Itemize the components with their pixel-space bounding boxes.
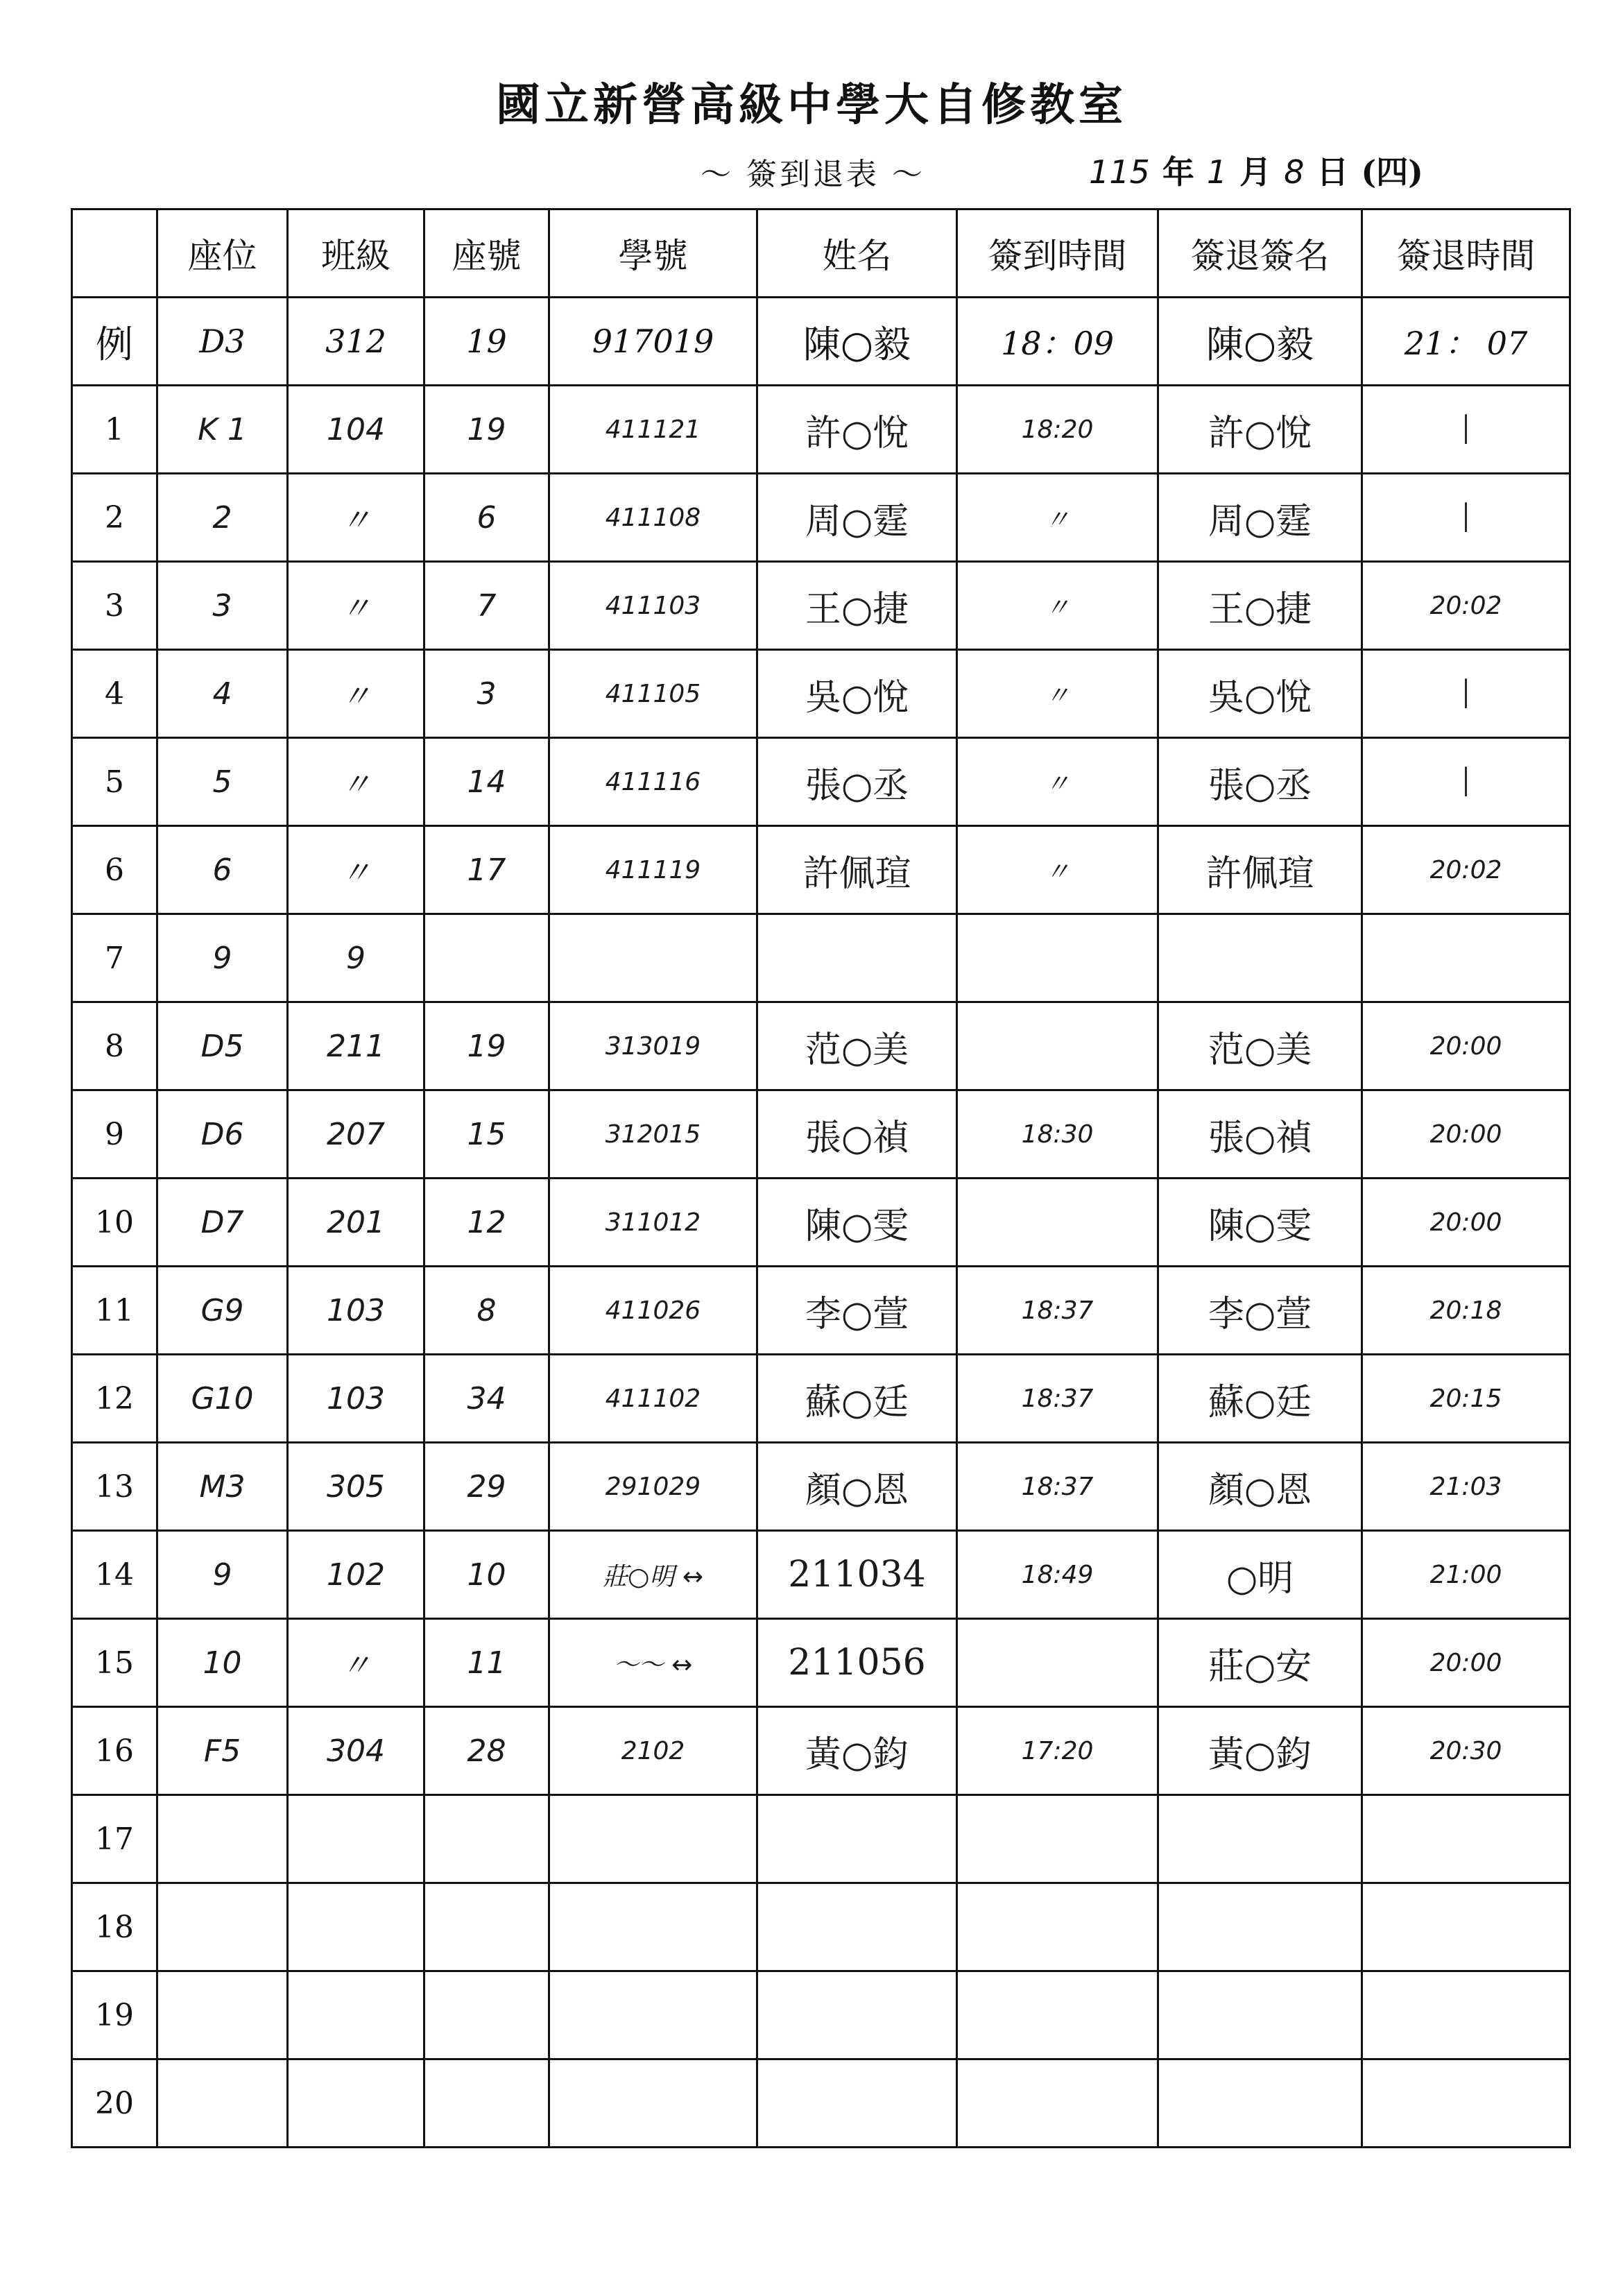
seat-cell: 2: [157, 474, 288, 562]
name-cell: 周○霆: [757, 474, 957, 562]
table-row: [72, 1443, 1570, 1531]
name-cell: [757, 1971, 957, 2059]
checkout-time-cell: [1362, 2059, 1570, 2148]
example-checkout-signature: 陳○毅: [1158, 298, 1362, 386]
name-cell: [757, 2059, 957, 2148]
row-number: 4: [72, 650, 157, 738]
date-month: 1: [1206, 153, 1228, 191]
seat-cell: D7: [157, 1179, 288, 1267]
header-seat: 座位: [157, 209, 288, 298]
row-number: 13: [72, 1443, 157, 1531]
checkout-time-cell: 20:00: [1362, 1179, 1570, 1267]
class-cell: 305: [288, 1443, 424, 1531]
seat-no-cell: 28: [424, 1707, 549, 1795]
name-cell: 許○悅: [757, 386, 957, 474]
example-seat: D3: [157, 298, 288, 386]
seat-no-cell: 15: [424, 1090, 549, 1179]
header-student-id: 學號: [549, 209, 757, 298]
date-year: 115: [1089, 153, 1150, 191]
checkin-time-cell: 18:20: [957, 386, 1158, 474]
row-number: 3: [72, 562, 157, 650]
example-checkin-time: 18：09: [957, 298, 1158, 386]
student-id-cell: [549, 1795, 757, 1883]
row-number: 7: [72, 914, 157, 1002]
checkin-time-cell: 18:37: [957, 1267, 1158, 1355]
class-cell: [288, 1795, 424, 1883]
name-cell: 李○萱: [757, 1267, 957, 1355]
table-row: [72, 1971, 1570, 2059]
table-row: [72, 1002, 1570, 1090]
table-row: [72, 386, 1570, 474]
row-number: 11: [72, 1267, 157, 1355]
header-row: [72, 209, 1570, 298]
student-id-cell: 莊○明 ↔: [549, 1531, 757, 1619]
checkout-signature-cell: 張○丞: [1158, 738, 1362, 826]
class-cell: 201: [288, 1179, 424, 1267]
checkout-signature-cell: 范○美: [1158, 1002, 1362, 1090]
row-number: 17: [72, 1795, 157, 1883]
checkout-signature-cell: 許○悅: [1158, 386, 1362, 474]
seat-no-cell: 3: [424, 650, 549, 738]
seat-no-cell: 29: [424, 1443, 549, 1531]
seat-no-cell: [424, 2059, 549, 2148]
signin-table: [71, 208, 1571, 2148]
checkout-signature-cell: 王○捷: [1158, 562, 1362, 650]
seat-no-cell: 7: [424, 562, 549, 650]
checkin-time-cell: 18:49: [957, 1531, 1158, 1619]
class-cell: 9: [288, 914, 424, 1002]
seat-cell: F5: [157, 1707, 288, 1795]
header-class: 班級: [288, 209, 424, 298]
checkout-signature-cell: ○明: [1158, 1531, 1362, 1619]
class-cell: [288, 1971, 424, 2059]
student-id-cell: 313019: [549, 1002, 757, 1090]
student-id-cell: 411116: [549, 738, 757, 826]
seat-no-cell: [424, 1883, 549, 1971]
student-id-cell: 411108: [549, 474, 757, 562]
row-number: 6: [72, 826, 157, 914]
seat-no-cell: [424, 1971, 549, 2059]
seat-cell: G10: [157, 1355, 288, 1443]
table-row: [72, 826, 1570, 914]
seat-cell: 9: [157, 914, 288, 1002]
row-number: 20: [72, 2059, 157, 2148]
header-checkin-time: 簽到時間: [957, 209, 1158, 298]
student-id-cell: 411121: [549, 386, 757, 474]
checkout-signature-cell: 吳○悅: [1158, 650, 1362, 738]
checkin-time-cell: 18:37: [957, 1355, 1158, 1443]
seat-cell: D6: [157, 1090, 288, 1179]
date-day-unit: 日: [1316, 153, 1349, 191]
header-index: [72, 209, 157, 298]
example-seat-no: 19: [424, 298, 549, 386]
row-number: 14: [72, 1531, 157, 1619]
seat-no-cell: 8: [424, 1267, 549, 1355]
checkin-time-cell: 〃: [957, 474, 1158, 562]
checkin-time-cell: [957, 1883, 1158, 1971]
checkout-time-cell: [1362, 1971, 1570, 2059]
checkout-time-cell: 20:00: [1362, 1619, 1570, 1707]
row-number: 15: [72, 1619, 157, 1707]
student-id-cell: [549, 1971, 757, 2059]
form-date: [1089, 147, 1423, 193]
checkout-signature-cell: [1158, 914, 1362, 1002]
class-cell: 103: [288, 1355, 424, 1443]
checkin-time-cell: 〃: [957, 738, 1158, 826]
checkin-time-cell: 〃: [957, 826, 1158, 914]
checkout-time-cell: 20:00: [1362, 1090, 1570, 1179]
name-cell: 顏○恩: [757, 1443, 957, 1531]
checkin-time-cell: [957, 1179, 1158, 1267]
name-cell: [757, 1795, 957, 1883]
name-cell: 張○丞: [757, 738, 957, 826]
example-student-id: 917019: [549, 298, 757, 386]
form-subtitle: ～ 簽到退表 ～: [701, 157, 925, 192]
checkout-signature-cell: 李○萱: [1158, 1267, 1362, 1355]
student-id-cell: 411105: [549, 650, 757, 738]
class-cell: 211: [288, 1002, 424, 1090]
seat-cell: M3: [157, 1443, 288, 1531]
name-cell: 吳○悅: [757, 650, 957, 738]
checkout-time-cell: │: [1362, 738, 1570, 826]
class-cell: 〃: [288, 562, 424, 650]
checkout-time-cell: 20:15: [1362, 1355, 1570, 1443]
date-year-unit: 年: [1162, 153, 1194, 191]
table-row: [72, 1795, 1570, 1883]
checkout-time-cell: [1362, 1795, 1570, 1883]
table-row: [72, 1707, 1570, 1795]
header-seat-no: 座號: [424, 209, 549, 298]
checkout-signature-cell: [1158, 1795, 1362, 1883]
header-checkout-signature: 簽退簽名: [1158, 209, 1362, 298]
student-id-cell: [549, 2059, 757, 2148]
name-cell: 蘇○廷: [757, 1355, 957, 1443]
name-cell: 211034: [757, 1531, 957, 1619]
student-id-cell: 311012: [549, 1179, 757, 1267]
class-cell: 〃: [288, 650, 424, 738]
checkout-time-cell: 20:30: [1362, 1707, 1570, 1795]
table-row: [72, 1179, 1570, 1267]
seat-no-cell: 14: [424, 738, 549, 826]
row-number: 1: [72, 386, 157, 474]
student-id-cell: 291029: [549, 1443, 757, 1531]
page-title: 國立新營高級中學大自修教室: [496, 79, 1127, 131]
checkout-signature-cell: 蘇○廷: [1158, 1355, 1362, 1443]
row-number: 2: [72, 474, 157, 562]
table-row: [72, 914, 1570, 1002]
checkout-signature-cell: [1158, 1971, 1362, 2059]
class-cell: 103: [288, 1267, 424, 1355]
checkout-signature-cell: 許佩瑄: [1158, 826, 1362, 914]
table-row: [72, 1883, 1570, 1971]
example-name: 陳○毅: [757, 298, 957, 386]
header-name: 姓名: [757, 209, 957, 298]
example-class: 312: [288, 298, 424, 386]
class-cell: 〃: [288, 738, 424, 826]
row-number: 19: [72, 1971, 157, 2059]
checkout-signature-cell: 顏○恩: [1158, 1443, 1362, 1531]
student-id-cell: [549, 1883, 757, 1971]
student-id-cell: 2102: [549, 1707, 757, 1795]
row-number: 10: [72, 1179, 157, 1267]
date-month-unit: 月: [1239, 153, 1272, 191]
table-row: [72, 562, 1570, 650]
seat-no-cell: [424, 1795, 549, 1883]
name-cell: 王○捷: [757, 562, 957, 650]
seat-cell: 3: [157, 562, 288, 650]
table-row: [72, 1619, 1570, 1707]
class-cell: 104: [288, 386, 424, 474]
seat-cell: [157, 1883, 288, 1971]
row-number: 12: [72, 1355, 157, 1443]
seat-no-cell: 6: [424, 474, 549, 562]
row-number: 8: [72, 1002, 157, 1090]
checkout-time-cell: 20:18: [1362, 1267, 1570, 1355]
checkin-time-cell: 17:20: [957, 1707, 1158, 1795]
name-cell: [757, 914, 957, 1002]
seat-no-cell: 19: [424, 1002, 549, 1090]
table-row: [72, 474, 1570, 562]
checkin-time-cell: 〃: [957, 562, 1158, 650]
table-row: [72, 1531, 1570, 1619]
name-cell: 范○美: [757, 1002, 957, 1090]
student-id-cell: [549, 914, 757, 1002]
checkout-time-cell: 21:03: [1362, 1443, 1570, 1531]
checkout-time-cell: 20:02: [1362, 826, 1570, 914]
checkout-time-cell: 20:02: [1362, 562, 1570, 650]
student-id-cell: 312015: [549, 1090, 757, 1179]
checkout-signature-cell: 黃○鈞: [1158, 1707, 1362, 1795]
checkout-time-cell: │: [1362, 386, 1570, 474]
checkin-time-cell: 18:30: [957, 1090, 1158, 1179]
checkout-time-cell: [1362, 1883, 1570, 1971]
seat-no-cell: 34: [424, 1355, 549, 1443]
header-checkout-time: 簽退時間: [1362, 209, 1570, 298]
class-cell: 207: [288, 1090, 424, 1179]
student-id-cell: 411102: [549, 1355, 757, 1443]
checkout-time-cell: │: [1362, 474, 1570, 562]
seat-cell: 5: [157, 738, 288, 826]
checkout-time-cell: │: [1362, 650, 1570, 738]
seat-cell: G9: [157, 1267, 288, 1355]
checkin-time-cell: 18:37: [957, 1443, 1158, 1531]
class-cell: 304: [288, 1707, 424, 1795]
checkin-time-cell: 〃: [957, 650, 1158, 738]
class-cell: 〃: [288, 826, 424, 914]
table-row: [72, 1267, 1570, 1355]
checkout-signature-cell: [1158, 1883, 1362, 1971]
student-id-cell: 411119: [549, 826, 757, 914]
seat-cell: 9: [157, 1531, 288, 1619]
seat-cell: K 1: [157, 386, 288, 474]
seat-cell: 6: [157, 826, 288, 914]
seat-cell: [157, 1971, 288, 2059]
row-number: 18: [72, 1883, 157, 1971]
seat-no-cell: 11: [424, 1619, 549, 1707]
name-cell: 張○禎: [757, 1090, 957, 1179]
seat-no-cell: 10: [424, 1531, 549, 1619]
class-cell: 102: [288, 1531, 424, 1619]
seat-cell: [157, 2059, 288, 2148]
checkout-signature-cell: 莊○安: [1158, 1619, 1362, 1707]
seat-cell: [157, 1795, 288, 1883]
checkout-signature-cell: 張○禎: [1158, 1090, 1362, 1179]
checkin-time-cell: [957, 2059, 1158, 2148]
seat-cell: 10: [157, 1619, 288, 1707]
checkout-signature-cell: [1158, 2059, 1362, 2148]
student-id-cell: 411103: [549, 562, 757, 650]
class-cell: [288, 2059, 424, 2148]
example-row: [72, 298, 1570, 386]
name-cell: 211056: [757, 1619, 957, 1707]
seat-cell: 4: [157, 650, 288, 738]
table-row: [72, 1090, 1570, 1179]
class-cell: 〃: [288, 474, 424, 562]
example-checkout-time: 21： 07: [1362, 298, 1570, 386]
seat-cell: D5: [157, 1002, 288, 1090]
checkin-time-cell: [957, 1002, 1158, 1090]
row-number: 5: [72, 738, 157, 826]
table-row: [72, 650, 1570, 738]
name-cell: 陳○雯: [757, 1179, 957, 1267]
table-row: [72, 2059, 1570, 2148]
checkout-time-cell: 21:00: [1362, 1531, 1570, 1619]
checkout-time-cell: 20:00: [1362, 1002, 1570, 1090]
date-weekday: (四): [1361, 153, 1423, 191]
checkin-time-cell: [957, 914, 1158, 1002]
checkin-time-cell: [957, 1971, 1158, 2059]
date-day: 8: [1284, 153, 1305, 191]
student-id-cell: ～～ ↔: [549, 1619, 757, 1707]
row-number: 9: [72, 1090, 157, 1179]
seat-no-cell: 12: [424, 1179, 549, 1267]
student-id-cell: 411026: [549, 1267, 757, 1355]
seat-no-cell: 17: [424, 826, 549, 914]
checkout-time-cell: [1362, 914, 1570, 1002]
checkout-signature-cell: 周○霆: [1158, 474, 1362, 562]
seat-no-cell: [424, 914, 549, 1002]
row-number: 16: [72, 1707, 157, 1795]
checkout-signature-cell: 陳○雯: [1158, 1179, 1362, 1267]
class-cell: 〃: [288, 1619, 424, 1707]
class-cell: [288, 1883, 424, 1971]
table-row: [72, 738, 1570, 826]
checkin-time-cell: [957, 1795, 1158, 1883]
table-row: [72, 1355, 1570, 1443]
checkin-time-cell: [957, 1619, 1158, 1707]
name-cell: 許佩瑄: [757, 826, 957, 914]
example-label: 例: [72, 298, 157, 386]
name-cell: [757, 1883, 957, 1971]
name-cell: 黃○鈞: [757, 1707, 957, 1795]
seat-no-cell: 19: [424, 386, 549, 474]
